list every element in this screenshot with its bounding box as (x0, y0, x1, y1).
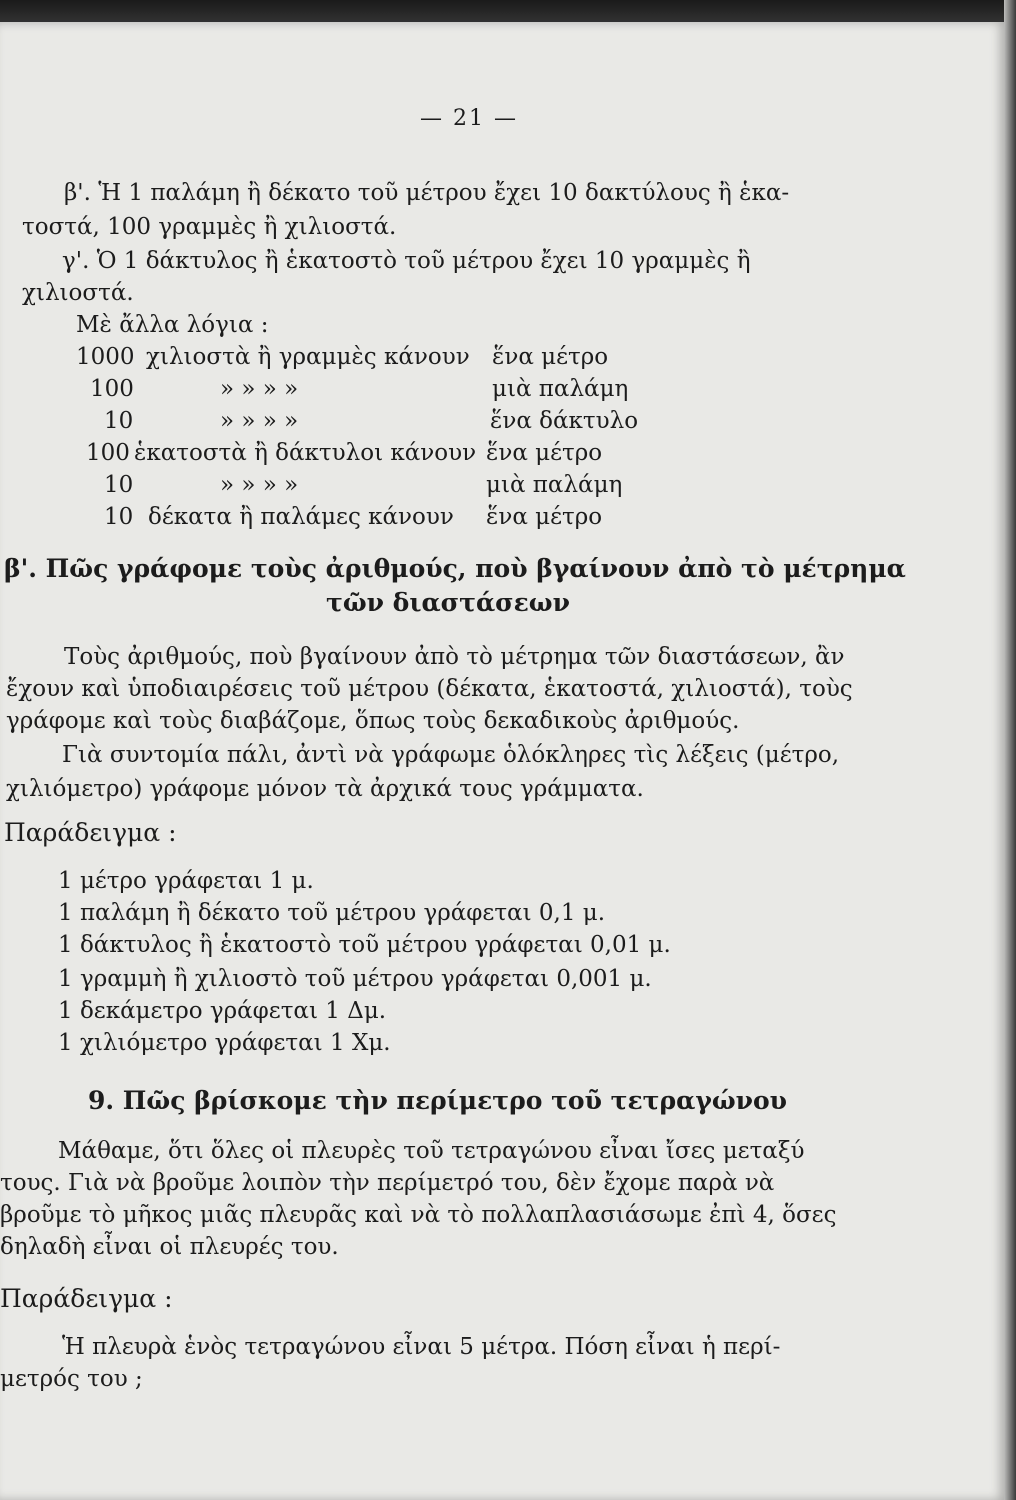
eq-result: ἕνα μέτρο (492, 344, 609, 370)
section-b-para-line: Γιὰ συντομία πάλι, ἀντὶ νὰ γράφωμε ὁλόκληρες τὶς λέξεις (μέτρο, (62, 742, 840, 768)
page-number: — 21 — (420, 106, 518, 131)
eq-qty: 100 (90, 376, 134, 402)
eq-qty: 10 (104, 504, 134, 530)
eq-qty: 100 (86, 440, 130, 466)
eq-unit: » » » » (220, 376, 299, 402)
example-line: 1 δάκτυλος ἢ ἑκατοστὸ τοῦ μέτρου γράφεται 0,01 μ. (58, 932, 671, 958)
book-page (0, 22, 1006, 1500)
section-b-heading-2: τῶν διαστάσεων (326, 588, 570, 617)
other-words: Μὲ ἄλλα λόγια : (76, 312, 269, 338)
gamma-line-1: γ'. Ὁ 1 δάκτυλος ἢ ἑκατοστὸ τοῦ μέτρου ἔχει 10 γραμμὲς ἢ (62, 248, 751, 274)
scan-right-edge (1004, 0, 1016, 1500)
beta-line-2: τοστά, 100 γραμμὲς ἢ χιλιοστά. (22, 214, 397, 240)
beta-line-1: β'. Ἡ 1 παλάμη ἢ δέκατο τοῦ μέτρου ἔχει 10 δακτύλους ἢ ἑκα- (64, 180, 790, 206)
section-9-para-line: δηλαδὴ εἶναι οἱ πλευρές του. (0, 1234, 339, 1260)
eq-result: ἕνα δάκτυλο (490, 408, 639, 434)
example-line: 1 δεκάμετρο γράφεται 1 Δμ. (58, 998, 387, 1024)
section-b-para-line: γράφομε καὶ τοὺς διαβάζομε, ὅπως τοὺς δεκαδικοὺς ἀριθμούς. (6, 708, 740, 734)
problem-line: Ἡ πλευρὰ ἑνὸς τετραγώνου εἶναι 5 μέτρα. Πόση εἶναι ἡ περί- (62, 1334, 781, 1360)
eq-unit: ἑκατοστὰ ἢ δάκτυλοι κάνουν (134, 440, 477, 466)
eq-unit: » » » » (220, 472, 299, 498)
eq-result: μιὰ παλάμη (492, 376, 629, 402)
eq-unit: » » » » (220, 408, 299, 434)
section-b-heading: β'. Πῶς γράφομε τοὺς ἀριθμούς, ποὺ βγαίνουν ἀπὸ τὸ μέτρημα (4, 554, 906, 583)
example-line: 1 μέτρο γράφεται 1 μ. (58, 868, 314, 894)
example-line: 1 παλάμη ἢ δέκατο τοῦ μέτρου γράφεται 0,1 μ. (58, 900, 606, 926)
eq-qty: 1000 (76, 344, 135, 370)
eq-result: ἕνα μέτρο (486, 440, 603, 466)
eq-result: ἕνα μέτρο (486, 504, 603, 530)
section-9-heading: 9. Πῶς βρίσκομε τὴν περίμετρο τοῦ τετραγώνου (88, 1086, 788, 1115)
eq-qty: 10 (104, 408, 134, 434)
eq-qty: 10 (104, 472, 134, 498)
section-b-para-line: Τοὺς ἀριθμούς, ποὺ βγαίνουν ἀπὸ τὸ μέτρημα τῶν διαστάσεων, ἂν (64, 644, 845, 670)
section-9-para-line: τους. Γιὰ νὰ βροῦμε λοιπὸν τὴν περίμετρό του, δὲν ἔχομε παρὰ νὰ (0, 1170, 775, 1196)
section-9-para-line: βροῦμε τὸ μῆκος μιᾶς πλευρᾶς καὶ νὰ τὸ πολλαπλασιάσωμε ἐπὶ 4, ὅσες (0, 1202, 837, 1228)
example-line: 1 χιλιόμετρο γράφεται 1 Χμ. (58, 1030, 391, 1056)
section-b-para-line: ἔχουν καὶ ὑποδιαιρέσεις τοῦ μέτρου (δέκατα, ἑκατοστά, χιλιοστά), τοὺς (6, 676, 853, 702)
eq-unit: δέκατα ἢ παλάμες κάνουν (148, 504, 454, 530)
example-label: Παράδειγμα : (4, 818, 177, 847)
eq-unit: χιλιοστὰ ἢ γραμμὲς κάνουν (146, 344, 470, 370)
gamma-line-2: χιλιοστά. (22, 280, 134, 306)
section-b-para-line: χιλιόμετρο) γράφομε μόνον τὰ ἀρχικά τους γράμματα. (6, 776, 644, 802)
problem-line: μετρός του ; (0, 1366, 143, 1392)
section-9-para-line: Μάθαμε, ὅτι ὅλες οἱ πλευρὲς τοῦ τετραγώνου εἶναι ἴσες μεταξύ (58, 1138, 805, 1164)
eq-result: μιὰ παλάμη (486, 472, 623, 498)
example-line: 1 γραμμὴ ἢ χιλιοστὸ τοῦ μέτρου γράφεται 0,001 μ. (58, 966, 652, 992)
example-label-2: Παράδειγμα : (0, 1284, 173, 1313)
